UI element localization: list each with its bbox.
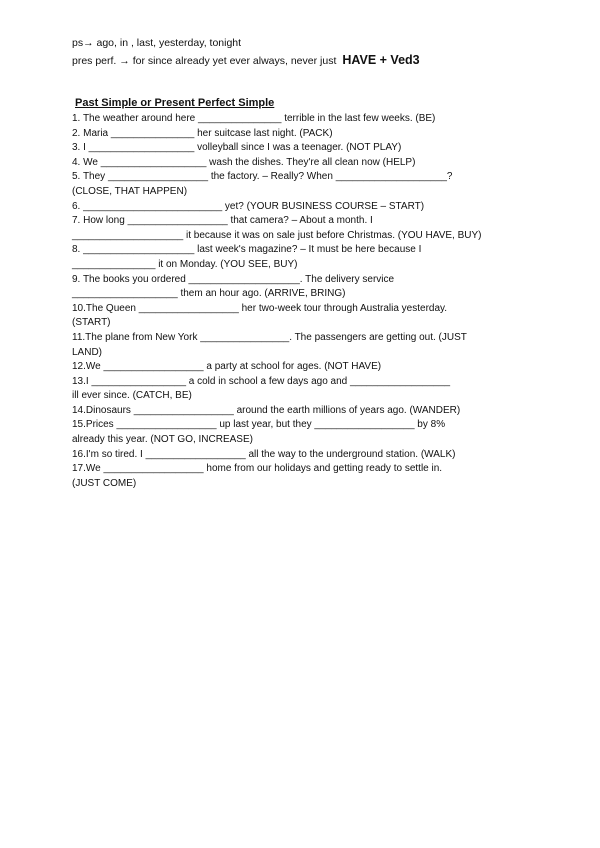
exercise-line: already this year. (NOT GO, INCREASE) — [72, 434, 253, 446]
exercise-line: _______________ it on Monday. (YOU SEE, BUY) — [72, 258, 298, 270]
exercise-line: 8. ____________________ last week's magazine? – It must be here because I — [72, 244, 422, 256]
exercise-line: 15.Prices __________________ up last year, but they __________________ by 8% — [72, 419, 446, 431]
exercise-line: 10.The Queen __________________ her two-week tour through Australia yesterday. — [72, 302, 448, 314]
exercise-line: ill ever since. (CATCH, BE) — [72, 390, 192, 402]
present-perfect-signal-list: pres perf. → for since already yet ever always, never just — [72, 55, 337, 67]
present-perfect-formula: HAVE + Ved3 — [342, 53, 420, 67]
exercise-line: 1. The weather around here _______________ terrible in the last few weeks. (BE) — [72, 113, 436, 124]
worksheet-title: Past Simple or Present Perfect Simple — [75, 97, 275, 109]
exercise-line: ___________________ them an hour ago. (ARRIVE, BRING) — [72, 288, 346, 300]
exercise-line: 9. The books you ordered ____________________. The delivery service — [72, 273, 395, 285]
exercise-line: 11.The plane from New York ________________. The passengers are getting out. (JUST — [72, 331, 467, 343]
exercise-line: LAND) — [72, 346, 103, 358]
exercise-line: 4. We ___________________ wash the dishes. They're all clean now (HELP) — [72, 156, 416, 168]
exercise-line: 7. How long __________________ that camera? – About a month. I — [72, 215, 373, 227]
exercise-line: 14.Dinosaurs __________________ around the earth millions of years ago. (WANDER) — [72, 404, 461, 416]
exercise-line: (CLOSE, THAT HAPPEN) — [72, 185, 188, 197]
exercise-line: 12.We __________________ a party at school for ages. (NOT HAVE) — [72, 361, 382, 373]
exercise-line: 2. Maria _______________ her suitcase last night. (PACK) — [72, 127, 333, 139]
exercise-line: (JUST COME) — [72, 477, 137, 489]
present-perfect-signal-words — [72, 53, 420, 67]
exercise-line: 3. I ___________________ volleyball since I was a teenager. (NOT PLAY) — [72, 142, 402, 154]
exercise-line: 17.We __________________ home from our holidays and getting ready to settle in. — [72, 463, 443, 475]
exercise-line: 5. They __________________ the factory. – Really? When ____________________? — [72, 171, 453, 183]
exercise-line: (START) — [72, 317, 111, 329]
exercise-list — [72, 112, 532, 491]
past-simple-signal-words: ps→ ago, in , last, yesterday, tonight — [72, 37, 242, 49]
exercise-line: 16.I'm so tired. I __________________ all the way to the underground station. (WALK) — [72, 448, 456, 460]
exercise-line: 13.I _________________ a cold in school a few days ago and __________________ — [72, 375, 451, 387]
exercise-line: ____________________ it because it was on sale just before Christmas. (YOU HAVE, BUY) — [72, 229, 482, 241]
exercise-line: 6. _________________________ yet? (YOUR BUSINESS COURSE – START) — [72, 200, 425, 212]
